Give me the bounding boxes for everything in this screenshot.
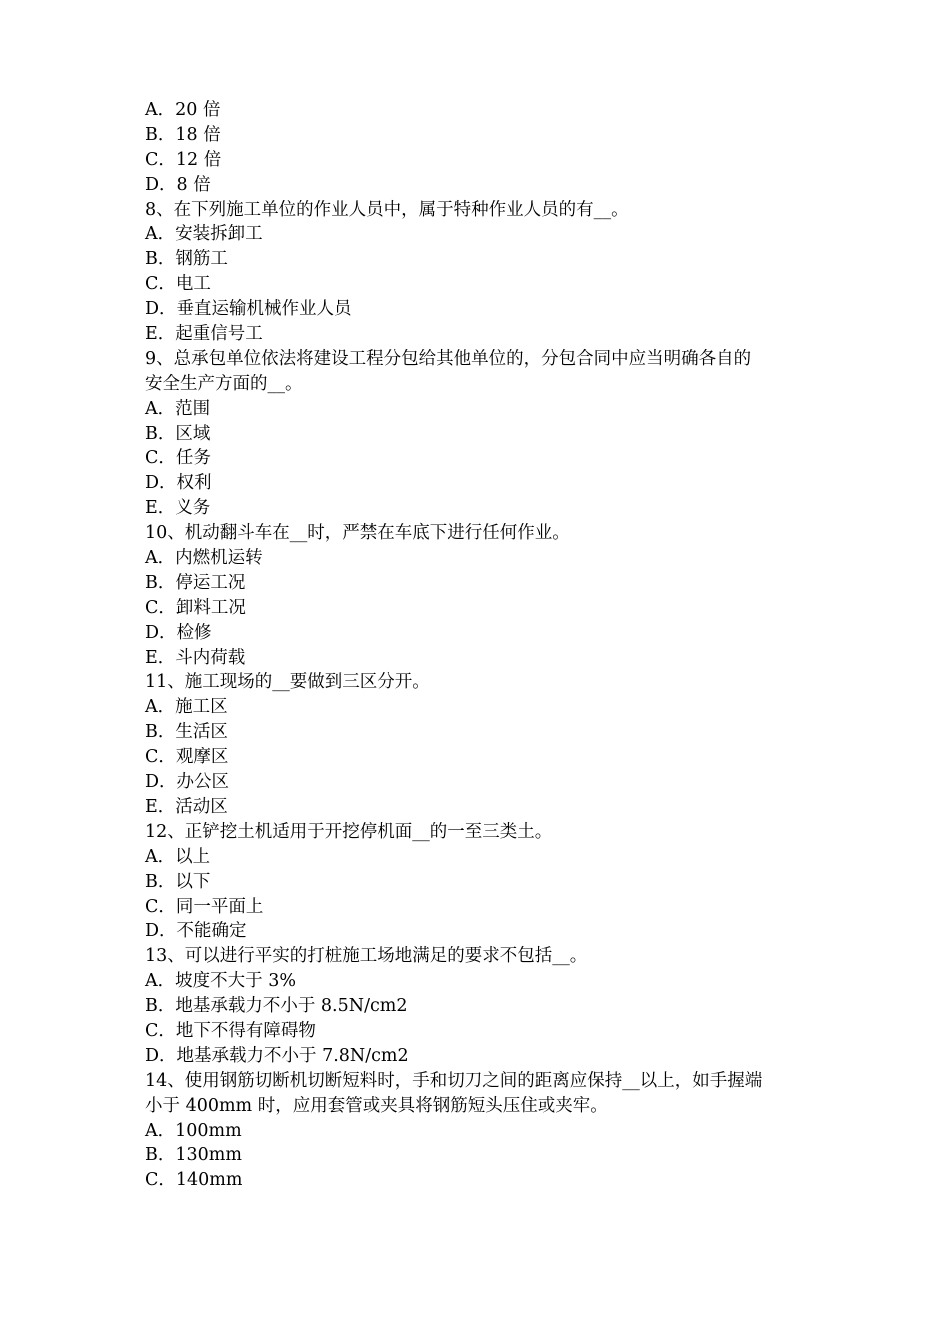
option-b-q11: B．生活区: [145, 722, 228, 743]
option-d-q10: D．检修: [145, 622, 212, 643]
option-c-q13: C．地下不得有障碍物: [145, 1020, 316, 1041]
option-b-q14: B．130mm: [145, 1145, 242, 1166]
question-12: 12、正铲挖土机适用于开挖停机面__的一至三类土。: [145, 821, 553, 842]
option-b-q12: B．以下: [145, 871, 211, 892]
option-c-q8: C．电工: [145, 274, 211, 295]
option-e-q11: E．活动区: [145, 796, 228, 817]
option-b-q8: B．钢筋工: [145, 249, 228, 270]
question-9-line-1: 9、总承包单位依法将建设工程分包给其他单位的，分包合同中应当明确各自的: [145, 348, 752, 369]
option-e-q9: E．义务: [145, 498, 211, 519]
question-14-line-1: 14、使用钢筋切断机切断短料时，手和切刀之间的距离应保持__以上，如手握端: [145, 1070, 763, 1091]
option-d-q11: D．办公区: [145, 772, 230, 793]
option-a-q10: A．内燃机运转: [145, 548, 263, 569]
option-a-q9: A．范围: [145, 398, 211, 419]
question-9-line-2: 安全生产方面的__。: [145, 373, 303, 394]
option-c-q12: C．同一平面上: [145, 896, 264, 917]
option-c-q14: C．140mm: [145, 1170, 243, 1191]
option-a-q7: A．20 倍: [145, 100, 221, 120]
option-c-q9: C．任务: [145, 448, 211, 469]
option-b-q13: B．地基承载力不小于 8.5N/cm2: [145, 996, 408, 1017]
option-d-q13: D．地基承载力不小于 7.8N/cm2: [145, 1045, 409, 1066]
option-a-q14: A．100mm: [145, 1120, 242, 1141]
option-d-q7: D．8 倍: [145, 174, 211, 195]
option-d-q12: D．不能确定: [145, 921, 247, 942]
option-a-q13: A．坡度不大于 3%: [145, 971, 296, 992]
question-8: 8、在下列施工单位的作业人员中，属于特种作业人员的有__。: [145, 199, 629, 220]
option-c-q10: C．卸料工况: [145, 597, 246, 618]
option-b-q10: B．停运工况: [145, 572, 246, 593]
option-e-q8: E．起重信号工: [145, 324, 263, 345]
question-10: 10、机动翻斗车在__时，严禁在车底下进行任何作业。: [145, 523, 570, 544]
option-c-q7: C．12 倍: [145, 149, 222, 170]
option-c-q11: C．观摩区: [145, 747, 229, 768]
question-14-line-2: 小于 400mm 时，应用套管或夹具将钢筋短头压住或夹牢。: [145, 1095, 608, 1116]
option-e-q10: E．斗内荷载: [145, 647, 246, 668]
option-b-q9: B．区域: [145, 423, 211, 444]
question-13: 13、可以进行平实的打桩施工场地满足的要求不包括__。: [145, 946, 588, 967]
option-d-q9: D．权利: [145, 473, 212, 494]
option-a-q11: A．施工区: [145, 697, 228, 718]
question-11: 11、施工现场的__要做到三区分开。: [145, 672, 430, 693]
option-d-q8: D．垂直运输机械作业人员: [145, 299, 352, 320]
document-body: [145, 98, 810, 1193]
option-b-q7: B．18 倍: [145, 124, 221, 145]
option-a-q12: A．以上: [145, 846, 211, 867]
option-a-q8: A．安装拆卸工: [145, 224, 263, 245]
